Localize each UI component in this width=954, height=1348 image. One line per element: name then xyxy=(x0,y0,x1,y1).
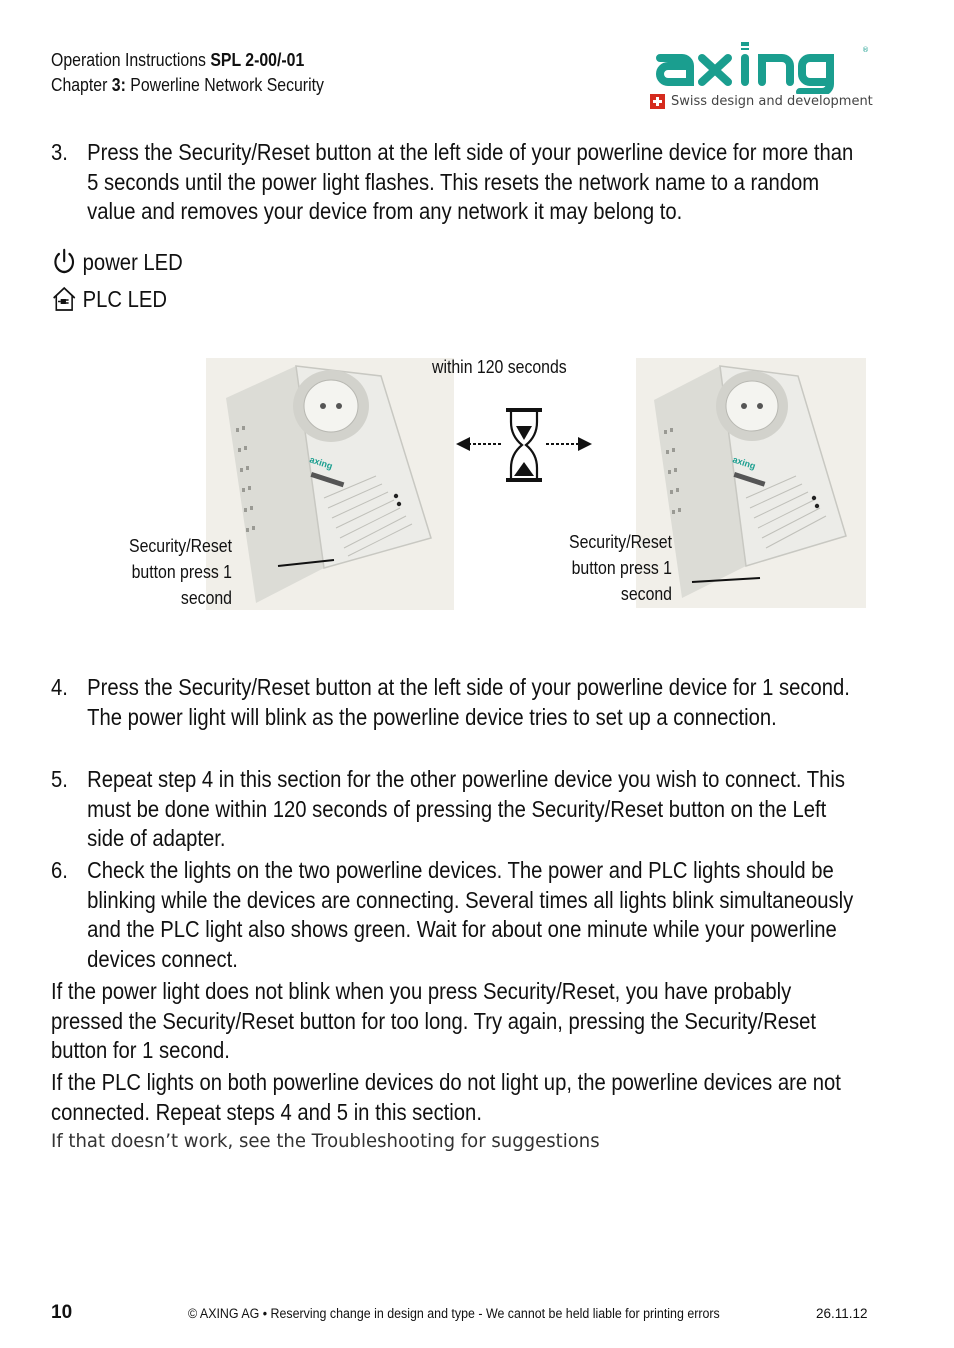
svg-text:®: ® xyxy=(862,46,869,54)
step-5: 5. Repeat step 4 in this section for the other powerline device you wish to connect. This must be done within 120 seconds of pressing the Security/Reset button on the Left side of adapter. xyxy=(51,766,846,851)
left-caption: Security/Reset button press 1 second xyxy=(128,536,232,608)
power-icon xyxy=(51,248,77,276)
left-device-photo xyxy=(206,358,454,610)
right-arrow xyxy=(546,437,592,451)
timer-label: within 120 seconds xyxy=(432,357,567,377)
device-brand-label: axing xyxy=(308,454,334,472)
product-model: SPL 2-00/-01 xyxy=(210,50,305,70)
swiss-tagline: Swiss design and development xyxy=(650,94,873,109)
hourglass-icon xyxy=(506,408,542,482)
hourglass-diagram xyxy=(454,406,594,486)
axing-wordmark xyxy=(650,40,872,94)
right-caption: Security/Reset button press 1 second xyxy=(568,532,672,604)
pairing-figure xyxy=(0,340,954,630)
left-powerline-adapter xyxy=(206,358,454,610)
device-brand-label: axing xyxy=(731,454,757,472)
power-led-legend: power LED xyxy=(51,248,183,276)
left-arrow xyxy=(456,437,502,451)
step-4: 4. Press the Security/Reset button at the left side of your powerline device for 1 second. The power light will blink as the powerline device tries to set up a connection. xyxy=(51,674,850,730)
paragraph-power-light: If the power light does not blink when you press Security/Reset, you have probably pressed the Security/Reset button for too long. Try again, pressing the Security/Reset button for 1 second. xyxy=(51,978,817,1063)
page-number: 10 xyxy=(51,1302,73,1323)
paragraph-plc-lights: If the PLC lights on both powerline devices do not light up, the powerline devices are not connected. Repeat steps 4 and 5 in this section. xyxy=(51,1069,841,1125)
step-3: 3. Press the Security/Reset button at the left side of your powerline device for more than 5 seconds until the power light flashes. This resets the network name to a random value and removes your device from any network it may belong to. xyxy=(51,139,854,224)
axing-logo xyxy=(650,40,872,112)
troubleshooting-note: If that doesn’t work, see the Troubleshooting for suggestions xyxy=(51,1130,600,1152)
plc-plug-icon xyxy=(51,285,77,313)
step-6: 6. Check the lights on the two powerline devices. The power and PLC lights should be blinking while the devices are connecting. Several times all lights blink simultaneously and the PLC light also shows green. Wait for about one minute while your powerline devices connect. xyxy=(51,857,854,972)
swiss-flag-icon xyxy=(650,94,665,109)
header-title: Operation Instructions SPL 2-00/-01 xyxy=(51,50,305,70)
footer-date: 26.11.12 xyxy=(816,1306,868,1321)
plc-led-legend: PLC LED xyxy=(51,285,167,313)
header-chapter: Chapter 3: Powerline Network Security xyxy=(51,75,324,95)
footer-copyright: © AXING AG • Reserving change in design and type - We cannot be held liable for printing errors xyxy=(188,1306,720,1321)
